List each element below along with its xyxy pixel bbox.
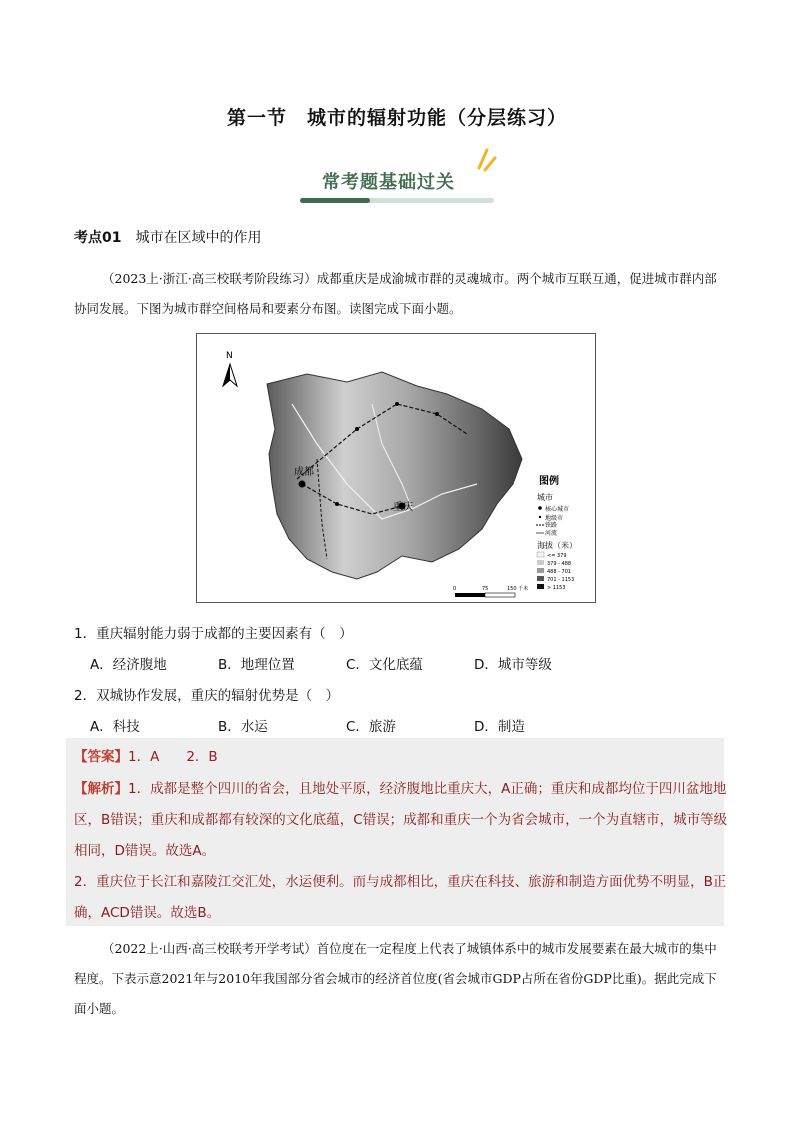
svg-text:N: N <box>226 351 233 361</box>
answer-text: 1．A 2．B <box>128 749 218 765</box>
option-b: B．水运 <box>218 719 268 735</box>
kaodian-heading <box>74 227 261 247</box>
question-1-options <box>90 653 602 673</box>
scale-bar <box>453 585 528 597</box>
local-city-marker <box>395 402 399 406</box>
option-c: C．文化底蕴 <box>346 657 423 673</box>
kaodian-label: 考点01 <box>74 230 122 246</box>
page-title: 第一节 城市的辐射功能（分层练习） <box>226 107 567 129</box>
legend-elev-4: 701 - 1153 <box>547 577 575 583</box>
answer-tag: 【答案】 <box>74 749 128 765</box>
legend-title: 图例 <box>539 476 559 487</box>
banner-label: 常考题基础过关 <box>322 172 455 193</box>
city-label-chongqing: 重庆 <box>393 502 413 513</box>
svg-text:75: 75 <box>482 586 489 592</box>
passage-2: （2022上·山西·高三校联考开学考试）首位度在一定程度上代表了城镇体系中的城市发展要素在最大城市的集中程度。下表示意2021年与2010年我国部分省会城市的经济首位度(省会城市GDP占所在省份GDP比重)。据此完成下面小题。 <box>74 941 717 1016</box>
city-label-chengdu: 成都 <box>294 467 314 478</box>
svg-text:150 千米: 150 千米 <box>507 586 529 592</box>
analysis-text-2: 2．重庆位于长江和嘉陵江交汇处，水运便利。而与成都相比，重庆在科技、旅游和制造方面优势不明显，B正确，ACD错误。故选B。 <box>74 874 727 921</box>
legend-elev-title: 海拔（米） <box>537 541 577 550</box>
map-legend <box>536 474 577 591</box>
option-d: D．城市等级 <box>474 657 552 673</box>
kaodian-topic: 城市在区域中的作用 <box>135 230 262 246</box>
legend-elev-1: <= 379 <box>547 553 567 559</box>
map-svg <box>197 334 595 602</box>
option-d: D．制造 <box>474 719 525 735</box>
question-2-options <box>90 715 602 735</box>
analysis-text-1: 1．成都是整个四川的省会，且地处平原，经济腹地比重庆大，A正确；重庆和成都均位于四川盆地地区，B错误；重庆和成都都有较深的文化底蕴，C错误；成都和重庆一个为省会城市，一个为直辖市，城市等级相同，D错误。故选A。 <box>74 781 728 859</box>
core-city-chengdu-marker <box>299 481 306 488</box>
legend-river: 河流 <box>545 530 558 537</box>
svg-text:0: 0 <box>453 586 457 592</box>
answer-line <box>74 745 218 765</box>
banner-underline-dark <box>300 198 370 203</box>
legend-elev-2: 379 - 488 <box>547 561 572 567</box>
passage-1: （2023上·浙江·高三校联考阶段练习）成都重庆是成渝城市群的灵魂城市。两个城市互联互通，促进城市群内部协同发展。下图为城市群空间格局和要素分布图。读图完成下面小题。 <box>74 271 717 316</box>
option-c: C．旅游 <box>346 719 396 735</box>
analysis-part-1 <box>74 774 734 867</box>
banner-underline-light <box>366 198 494 203</box>
question-1-stem: 1．重庆辐射能力弱于成都的主要因素有（ ） <box>74 626 353 642</box>
option-a: A．经济腹地 <box>90 657 167 673</box>
local-city-marker <box>435 412 439 416</box>
legend-railway: 铁路 <box>545 522 558 529</box>
legend-core-city: 核心城市 <box>545 506 570 513</box>
north-arrow-icon <box>223 351 237 386</box>
option-b: B．地理位置 <box>218 657 295 673</box>
legend-elev-3: 488 - 701 <box>547 569 572 575</box>
legend-local-city: 地级市 <box>545 515 564 522</box>
legend-city-title: 城市 <box>537 493 553 502</box>
local-city-marker <box>355 427 359 431</box>
section-banner <box>300 158 496 208</box>
question-2-stem: 2．双城协作发展，重庆的辐射优势是（ ） <box>74 688 340 704</box>
analysis-tag: 【解析】 <box>74 781 128 797</box>
option-a: A．科技 <box>90 719 140 735</box>
local-city-marker <box>335 502 339 506</box>
legend-elev-5: > 1153 <box>547 585 566 591</box>
sparkle-icon <box>475 146 499 172</box>
map-figure <box>196 333 596 603</box>
